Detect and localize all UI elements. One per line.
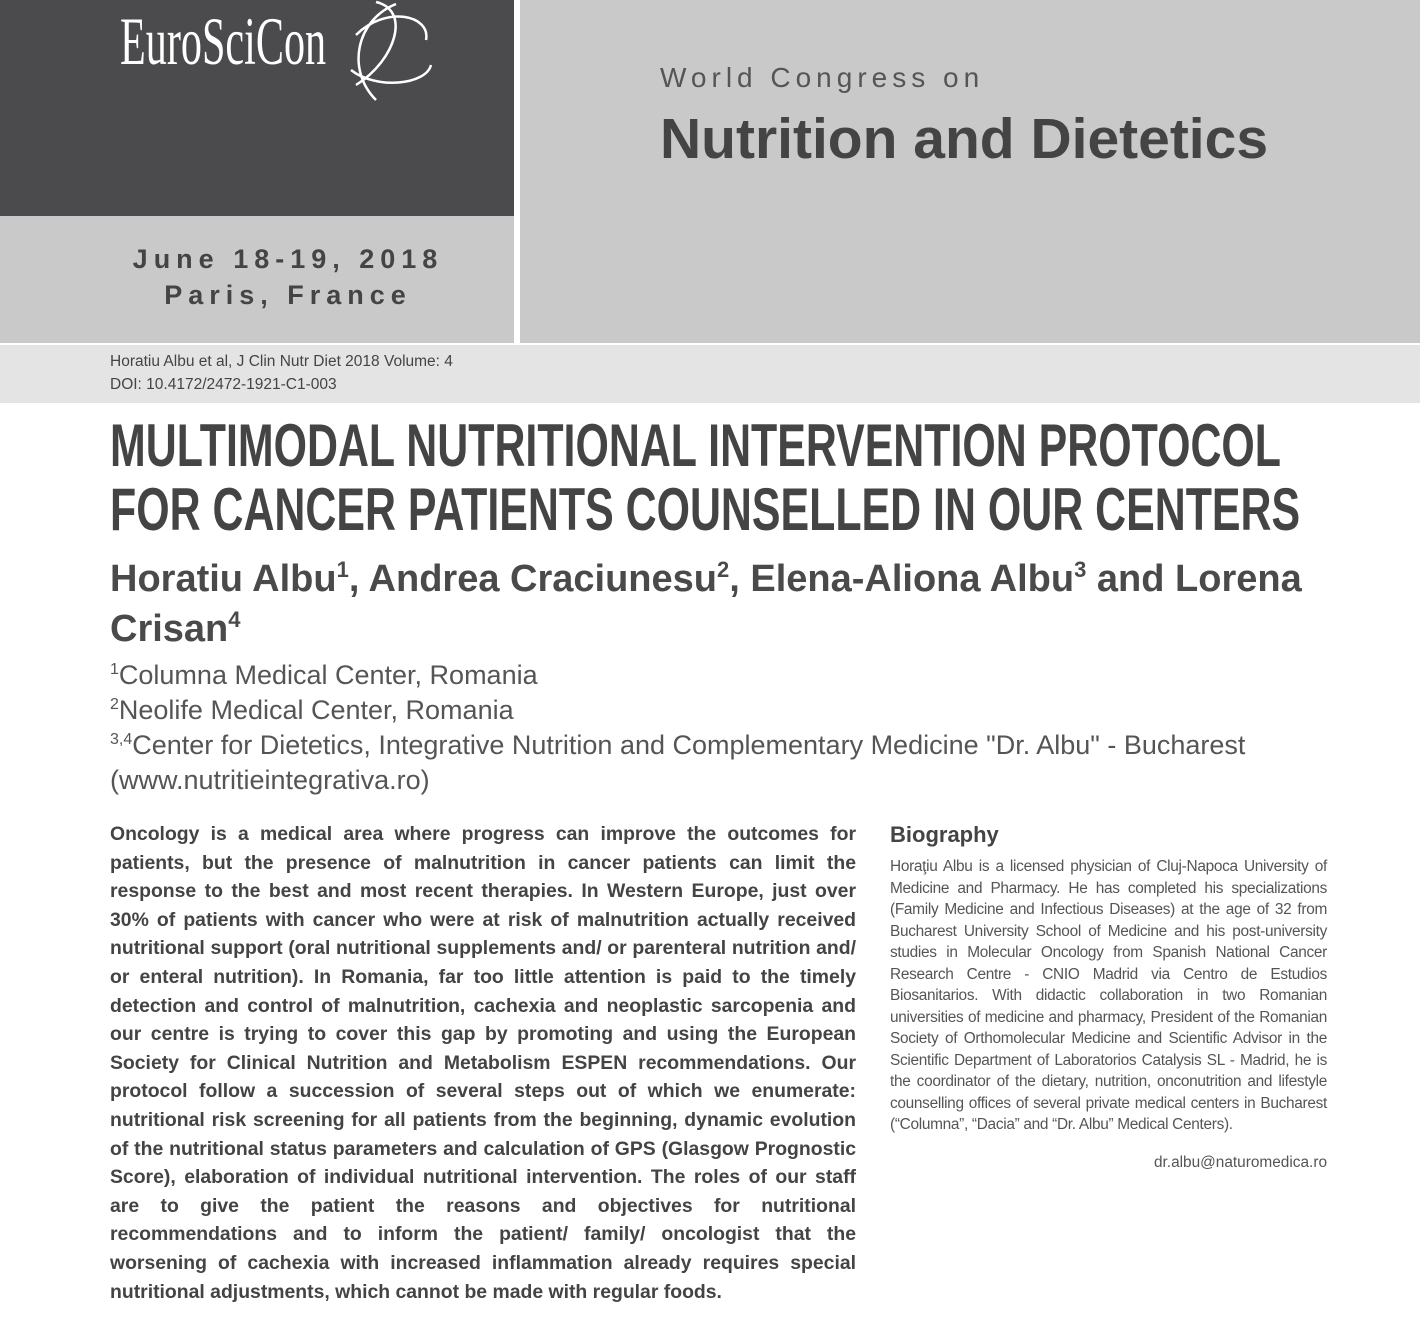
aff-sup: 1: [110, 661, 119, 678]
congress-prefix: World Congress on: [660, 62, 985, 93]
author: Elena-Aliona Albu: [750, 558, 1075, 600]
aff-text: Columna Medical Center, Romania: [118, 660, 538, 690]
author: Lorena Crisan: [110, 558, 1302, 650]
author: Andrea Craciunesu: [368, 558, 717, 600]
aff-text: Neolife Medical Center, Romania: [118, 695, 514, 725]
citation: Horatiu Albu et al, J Clin Nutr Diet 2018 Volume: 4: [110, 353, 453, 370]
author-email[interactable]: dr.albu@naturomedica.ro: [1153, 1153, 1327, 1171]
aff-text: Center for Dietetics, Integrative Nutrition and Complementary Medicine "Dr. Albu" - Bucharest (www.nutritieintegrativa.ro): [110, 730, 1246, 795]
author-sep: ,: [729, 558, 751, 600]
title-wrap: [110, 414, 1310, 554]
biography-text: Horaţiu Albu is a licensed physician of Cluj-Napoca University of Medicine and Pharmacy. He has completed his specializations (Family Medicine and Infectious Diseases) at the age of 32 from Bucharest University School of Medicine and his post-university studies in Molecular Oncology from Spanish National Cancer Research Centre - CNIO Madrid via Centro de Estudios Biosanitarios. With didactic collaboration in two Romanian universities of medicine and pharmacy, President of the Romanian Society of Orthomolecular Medicine and Scientific Advisor in the Scientific Department of Laboratorios Catalysis SL - Madrid, he is the coordinator of the dietary, nutrition, onconutrition and lifestyle counselling offices of several private medical centers in Bucharest (“Columna”, “Dacia” and “Dr. Albu” Medical Centers).: [890, 858, 1327, 1133]
author-sep: and: [1086, 558, 1176, 600]
affiliation: [110, 728, 1360, 798]
eurosciscon-logo: EuroSciCon: [120, 3, 327, 79]
author-sup: 3: [1074, 557, 1087, 582]
aff-sup: 3,4: [110, 731, 133, 748]
abstract-text: Oncology is a medical area where progress can improve the outcomes for patients, but the presence of malnutrition in cancer patients can limit the response to the best and most recent therapies. In Western Europe, just over 30% of patients with cancer who were at risk of malnutrition actually received nutritional support (oral nutritional supplements and/ or parenteral nutrition and/ or enteral nutrition). In Romania, far too little attention is paid to the timely detection and control of malnutrition, cachexia and neoplastic sarcopenia and our centre is trying to cover this gap by promoting and using the European Society for Clinical Nutrition and Metabolism ESPEN recommendations. Our protocol follow a succession of several steps out of which we enumerate: nutritional risk screening for all patients from the beginning, dynamic evolution of the nutritional status parameters and calculation of GPS (Glasgow Prognostic Score), elaboration of individual nutritional intervention. The roles of our staff are to give the patient the reasons and objectives for nutritional recommendations and to inform the patient/ family/ oncologist that the worsening of cachexia with increased inflammation already requires special nutritional adjustments, which cannot be made with regular foods.: [110, 823, 856, 1303]
congress-name: Nutrition and Dietetics: [660, 107, 1269, 171]
author-sup: 1: [336, 557, 349, 582]
authors: [110, 554, 1370, 654]
event-date: June 18-19, 2018: [132, 244, 444, 274]
affiliation: [110, 658, 1360, 693]
author-sup: 2: [717, 557, 730, 582]
biography-heading: Biography: [890, 822, 999, 847]
doi: DOI: 10.4172/2472-1921-C1-003: [110, 376, 337, 393]
author-sup: 4: [228, 607, 241, 632]
biography-column: [890, 820, 1327, 1173]
paper-title: MULTIMODAL NUTRITIONAL INTERVENTION PROTOCOL FOR CANCER PATIENTS COUNSELLED IN OUR CENTERS: [110, 412, 1301, 543]
aff-sup: 2: [110, 696, 119, 713]
event-location: Paris, France: [164, 280, 412, 310]
author: Horatiu Albu: [110, 558, 337, 600]
two-columns: [110, 820, 1420, 1306]
affiliations: [110, 658, 1360, 798]
author-sep: ,: [348, 558, 369, 600]
affiliation: [110, 693, 1360, 728]
